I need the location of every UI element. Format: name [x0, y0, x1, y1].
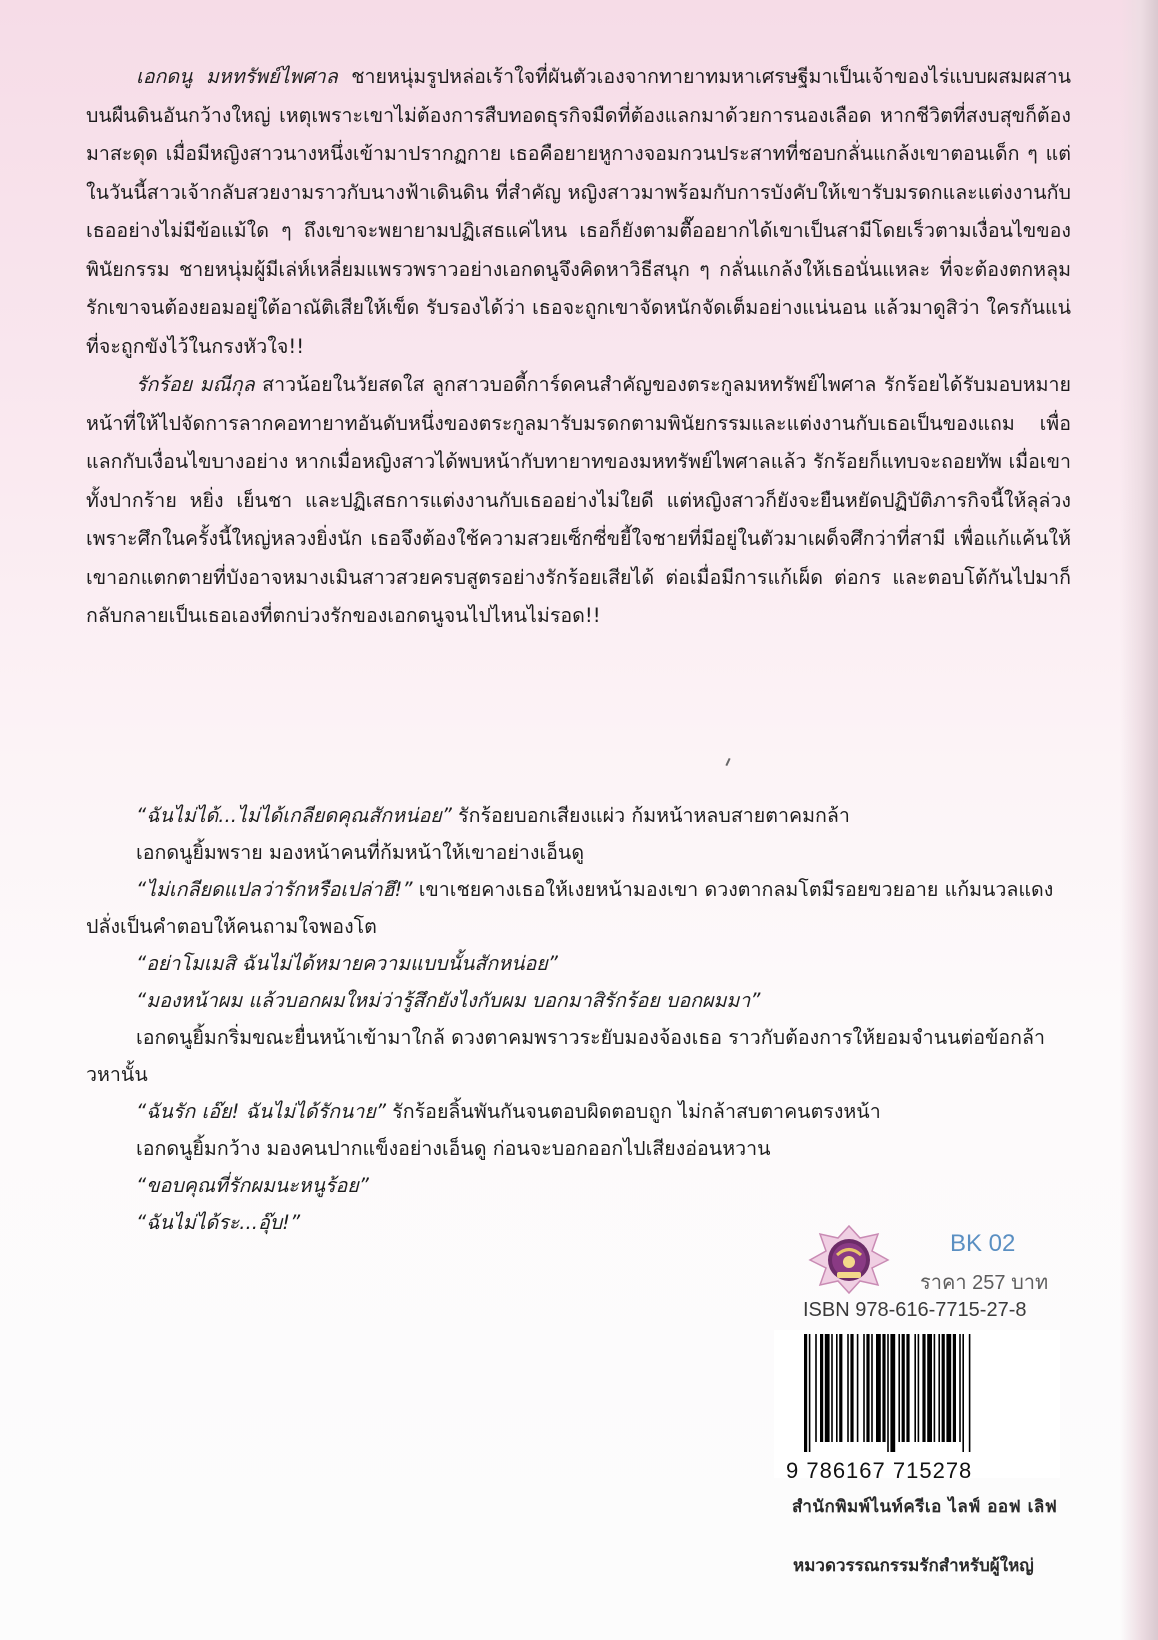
barcode-bar	[863, 1334, 865, 1442]
narration: เอกดนูยิ้มพราย มองหน้าคนที่ก้มหน้าให้เขาอย่างเอ็นดู	[136, 841, 585, 864]
barcode-bar	[890, 1334, 895, 1452]
barcode-bar	[866, 1334, 869, 1442]
barcode-bar	[959, 1334, 961, 1442]
barcode-bar	[922, 1334, 925, 1442]
barcode-bar	[969, 1334, 971, 1452]
synopsis	[86, 58, 1071, 636]
barcode-number: 9 786167 715278	[786, 1458, 973, 1483]
excerpt-line	[86, 797, 1071, 834]
barcode-bar	[804, 1334, 807, 1452]
excerpt-line	[86, 1167, 1071, 1204]
barcode-bar	[942, 1334, 945, 1442]
narration: รักร้อยบอกเสียงแผ่ว ก้มหน้าหลบสายตาคมกล้า	[451, 804, 850, 827]
dialogue-quote: “ฉันไม่ได้...ไม่ได้เกลียดคุณสักหน่อย”	[136, 804, 452, 827]
barcode-bar	[953, 1334, 956, 1442]
dialogue-quote: “อย่าโมเมสิ ฉันไม่ได้หมายความแบบนั้นสักหน่อย”	[136, 952, 558, 975]
isbn: ISBN 978-616-7715-27-8	[803, 1299, 1027, 1321]
narration: รักร้อยลิ้นพันกันจนตอบผิดตอบถูก ไม่กล้าสบตาคนตรงหน้า	[386, 1100, 881, 1123]
dialogue-quote: “ไม่เกลียดแปลว่ารักหรือเปล่าฮึ!”	[136, 878, 413, 901]
synopsis-paragraph	[86, 366, 1071, 636]
barcode-bar	[887, 1334, 889, 1452]
narration: เอกดนูยิ้มกริ่มขณะยื่นหน้าเข้ามาใกล้ ดวงตาคมพราวระยับมองจ้องเธอ ราวกับต้องการให้ยอมจำนนต่อข้อกล้าวหานั้น	[86, 1026, 1046, 1086]
barcode-bar	[902, 1334, 905, 1442]
barcode-bar	[898, 1334, 900, 1442]
excerpt-line	[86, 1130, 1071, 1167]
cover-edge	[1120, 0, 1158, 1640]
excerpt-line	[86, 834, 1071, 871]
barcode-bar	[938, 1334, 940, 1442]
barcode-bar	[825, 1334, 830, 1442]
excerpt-line	[86, 871, 1071, 945]
excerpt-line	[86, 945, 1071, 982]
narration: เขาเชยคางเธอให้เงยหน้ามองเขา ดวงตากลมโตมีรอยขวยอาย แก้มนวลแดงปลั่งเป็นคำตอบให้คนถามใจพองโต	[86, 878, 1054, 938]
barcode-bar	[809, 1334, 811, 1452]
barcode-bar	[934, 1334, 936, 1442]
barcode-bar	[914, 1334, 916, 1442]
barcode-bar	[871, 1334, 873, 1442]
barcode-bar	[831, 1334, 833, 1442]
barcode	[774, 1330, 1060, 1478]
dialogue-quote: “ฉันไม่ได้ระ...อุ๊บ!”	[136, 1211, 301, 1234]
price: ราคา 257 บาท	[920, 1272, 1049, 1294]
barcode-bar	[962, 1334, 964, 1452]
print-mark	[725, 758, 730, 766]
publisher-name: สำนักพิมพ์ไนท์ครีเอ ไลฟ์ ออฟ เลิฟ	[792, 1497, 1058, 1517]
dialogue-quote: “ขอบคุณที่รักผมนะหนูร้อย”	[136, 1174, 369, 1197]
book-code: BK 02	[950, 1230, 1016, 1257]
character-name: เอกดนู มหทรัพย์ไพศาล	[136, 65, 338, 88]
synopsis-paragraph	[86, 58, 1071, 366]
narration: เอกดนูยิ้มกว้าง มองคนปากแข็งอย่างเอ็นดู ก่อนจะบอกออกไปเสียงอ่อนหวาน	[136, 1137, 771, 1160]
barcode-bar	[882, 1334, 885, 1442]
excerpt-line	[86, 982, 1071, 1019]
barcode-bar	[836, 1334, 838, 1442]
synopsis-text: ชายหนุ่มรูปหล่อเร้าใจที่ผันตัวเองจากทายาทมหาเศรษฐีมาเป็นเจ้าของไร่แบบผสมผสานบนผืนดินอันกว้างใหญ่ เหตุเพราะเขาไม่ต้องการสืบทอดธุรกิจมืดที่ต้องแลกมาด้วยการนองเลือด หากชีวิตที่สงบสุขก็ต้องมาสะดุด เมื่อมีหญิงสาวนางหนึ่งเข้ามาปรากฏกาย เธอคือยายหูกางจอมกวนประสาทที่ชอบกลั่นแกล้งเขาตอนเด็ก ๆ แต่ในวันนี้สาวเจ้ากลับสวยงามราวกับนางฟ้าเดินดิน ที่สำคัญ หญิงสาวมาพร้อมกับการบังคับให้เขารับมรดกและแต่งงานกับเธออย่างไม่มีข้อแม้ใด ๆ ถึงเขาจะพยายามปฏิเสธแค่ไหน เธอก็ยังตามตื๊ออยากได้เขาเป็นสามีโดยเร็วตามเงื่อนไขของพินัยกรรม ชายหนุ่มผู้มีเล่ห์เหลี่ยมแพรวพราวอย่างเอกดนูจึงคิดหาวิธีสนุก ๆ กลั่นแกล้งให้เธอนั่นแหละ ที่จะต้องตกหลุมรักเขาจนต้องยอมอยู่ใต้อาณัติเสียให้เข็ด รับรองได้ว่า เธอจะถูกเขาจัดหนักจัดเต็มอย่างแน่นอน แล้วมาดูสิว่า ใครกันแน่ที่จะถูกขังไว้ในกรงหัวใจ!!	[86, 65, 1071, 358]
barcode-bar	[850, 1334, 853, 1442]
barcode-bar	[820, 1334, 823, 1442]
barcode-bar	[815, 1334, 817, 1442]
barcode-bar	[876, 1334, 881, 1442]
barcode-bar	[927, 1334, 932, 1442]
character-name: รักร้อย มณีกุล	[136, 373, 255, 396]
synopsis-text: สาวน้อยในวัยสดใส ลูกสาวบอดี้การ์ดคนสำคัญของตระกูลมหทรัพย์ไพศาล รักร้อยได้รับมอบหมายหน้าที่ให้ไปจัดการลากคอทายาทอันดับหนึ่งของตระกูลมารับมรดกตามพินัยกรรมและแต่งงานกับเธอเป็นของแถม เพื่อแลกกับเงื่อนไขบางอย่าง หากเมื่อหญิงสาวได้พบหน้ากับทายาทของมหทรัพย์ไพศาลแล้ว รักร้อยก็แทบจะถอยทัพ เมื่อเขาทั้งปากร้าย หยิ่ง เย็นชา และปฏิเสธการแต่งงานกับเธออย่างไม่ใยดี แต่หญิงสาวก็ยังจะยืนหยัดปฏิบัติภารกิจนี้ให้ลุล่วง เพราะศึกในครั้งนี้ใหญ่หลวงยิ่งนัก เธอจึงต้องใช้ความสวยเซ็กซี่ขยี้ใจชายที่มีอยู่ในตัวมาเผด็จศึกว่าที่สามี เพื่อแก้แค้นให้เขาอกแตกตายที่บังอาจหมางเมินสาวสวยครบสูตรอย่างรักร้อยเสียได้ ต่อเมื่อมีการแก้เผ็ด ต่อกร และตอบโต้กันไปมาก็กลับกลายเป็นเธอเองที่ตกบ่วงรักของเอกดนูจนไปไหนไม่รอด!!	[86, 373, 1072, 627]
barcode-bar	[857, 1334, 859, 1442]
barcode-bar	[847, 1334, 849, 1442]
barcode-bar	[839, 1334, 842, 1442]
excerpt-line	[86, 1093, 1071, 1130]
barcode-bars	[804, 1334, 1030, 1452]
barcode-bar	[906, 1334, 909, 1442]
barcode-bar	[946, 1334, 951, 1442]
category-label: หมวดวรรณกรรมรักสำหรับผู้ใหญ่	[793, 1556, 1034, 1576]
excerpt-line	[86, 1204, 1071, 1241]
excerpt	[86, 797, 1071, 1241]
barcode-bar	[918, 1334, 920, 1442]
publisher-logo-icon	[808, 1224, 890, 1294]
dialogue-quote: “มองหน้าผม แล้วบอกผมใหม่ว่ารู้สึกยังไงกับผม บอกมาสิรักร้อย บอกผมมา”	[136, 989, 761, 1012]
excerpt-line	[86, 1019, 1071, 1093]
dialogue-quote: “ฉันรัก เอ๊ย! ฉันไม่ได้รักนาย”	[136, 1100, 387, 1123]
